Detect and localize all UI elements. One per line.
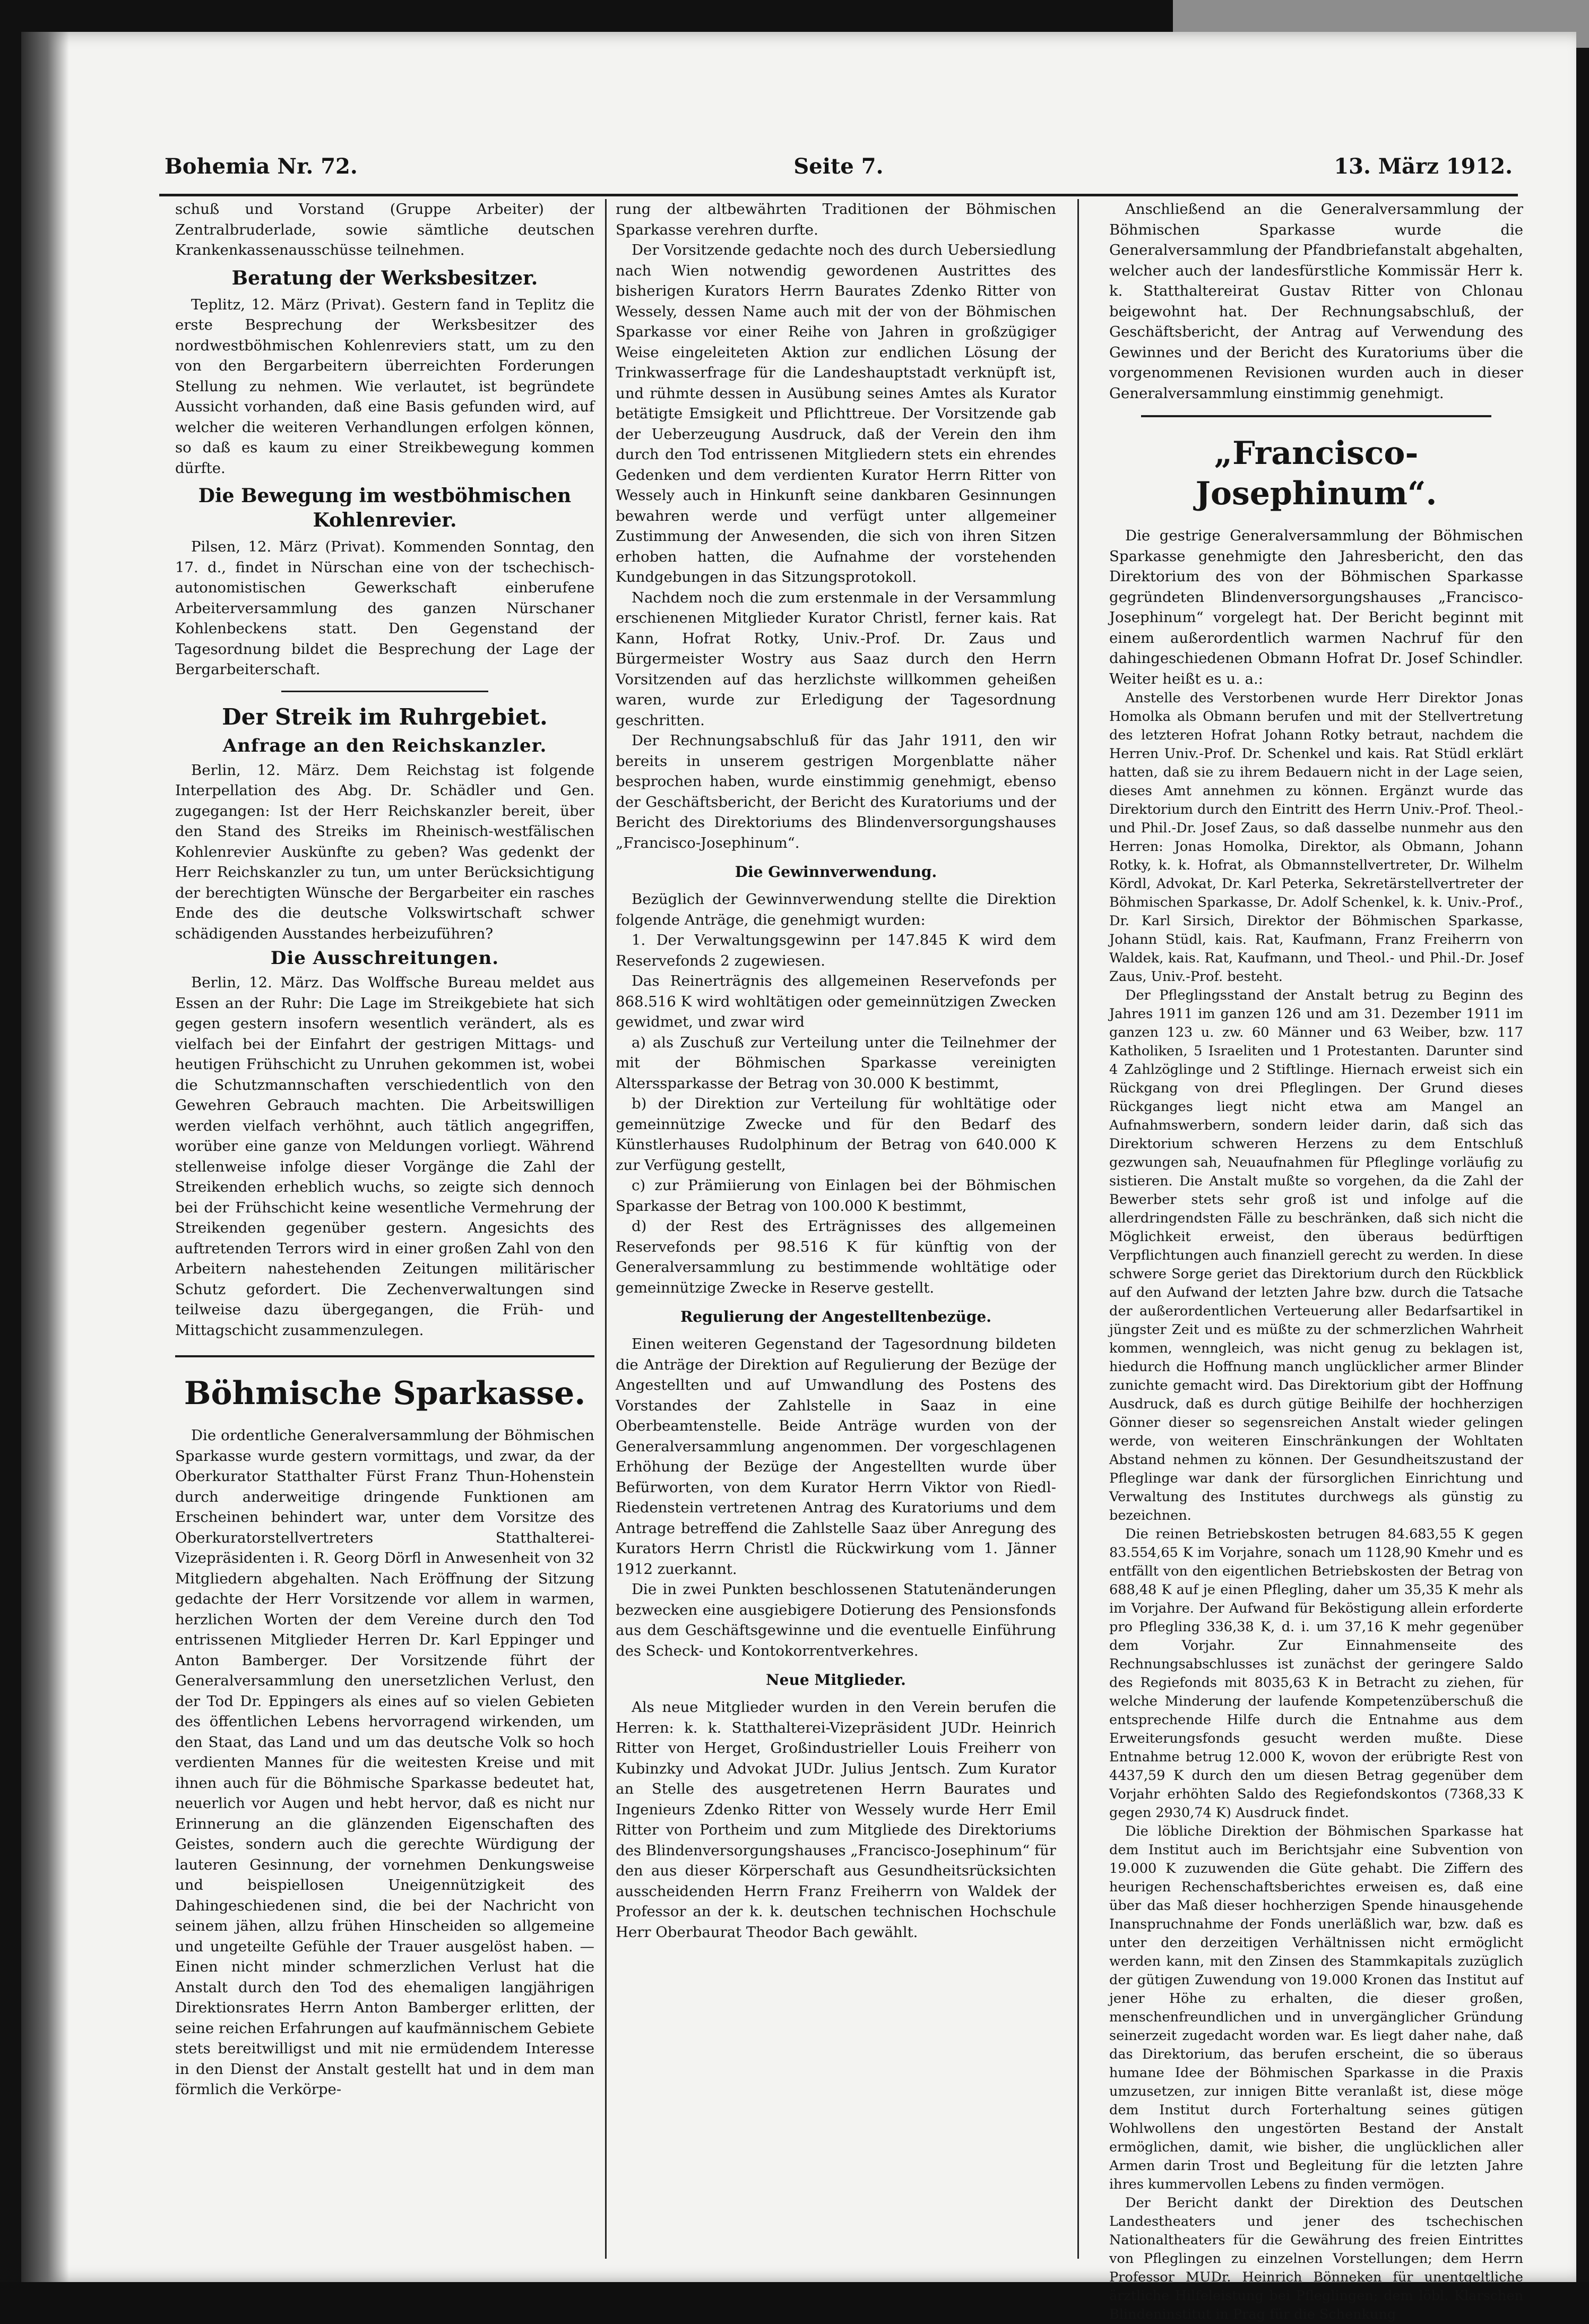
column-3 [1109,199,1523,2322]
paragraph: Bezüglich der Gewinnverwendung stellte die Direktion folgende Anträge, die genehmigt wurden: [616,891,1056,928]
paragraph: 1. Der Verwaltungsgewinn per 147.845 K wird dem Reservefonds 2 zugewiesen. [616,932,1056,969]
paragraph: Die ordentliche Generalversammlung der Böhmischen Sparkasse wurde gestern vormittags, und zwar, da der Oberkurator Statthalter Fürst Franz Thun-Hohenstein durch anderweitige dringende Funktionen am Erscheinen behindert war, unter dem Vorsitze des Oberkuratorstellvertreters Statthalterei-Vizepräsidenten i. R. Georg Dörfl in Anwesenheit von 32 Mitgliedern abgehalten. Nach Eröffnung der Sitzung gedachte der Herr Vorsitzende vor allem in warmen, herzlichen Worten der dem Vereine durch den Tod entrissenen Mitglieder Herren Dr. Karl Eppinger und Anton Bamberger. Der Vorsitzende führt der Generalversammlung den unersetzlichen Verlust, den der Tod Dr. Eppingers als eines auf so vielen Gebieten des öffentlichen Lebens hervorragend wirkenden, um den Staat, das Land und um das deutsche Volk so hoch verdienten Mannes für die weitesten Kreise und mit ihnen auch für die Böhmische Sparkasse bedeutet hat, neuerlich vor Augen und hebt hervor, daß es nicht nur Erinnerung an die glänzenden Eigenschaften des Geistes, sondern auch die gerechte Würdigung der lauteren Gesinnung, der vornehmen Denkungsweise und beispiellosen Uneigennützigkeit des Dahingeschiedenen sind, die bei der Nachricht von seinem jähen, allzu frühen Hinscheiden so allgemeine und ungeteilte Gefühle der Trauer ausgelöst haben. — Einen nicht minder schmerzlichen Verlust hat die Anstalt durch den Tod des ehemaligen langjährigen Direktionsrates Herrn Anton Bamberger erlitten, der seine reichen Erfahrungen auf kaufmännischem Gebiete stets bereitwilligst und mit nie ermüdendem Interesse in den Dienst der Anstalt gestellt hat und in dem man förmlich die Verkörpe- [175,1427,594,2098]
paragraph: Die in zwei Punkten beschlossenen Statutenänderungen bezwecken eine ausgiebigere Dotierung des Pensionsfonds aus dem Geschäftsgewinne und die eventuelle Einführung des Scheck- und Kontokorrentverkehres. [616,1581,1056,1659]
article-heading: Der Streik im Ruhrgebiet. [222,703,548,730]
paragraph: Die löbliche Direktion der Böhmischen Sparkasse hat dem Institut auch im Berichtsjahr eine Subvention von 19.000 K zuzuwenden die Güte gehabt. Die Ziffern des heurigen Rechenschaftsberichtes erweisen es, daß eine über das Maß dieser hochherzigen Spende hinausgehende Inanspruchnahme der Fonds unerläßlich war, bzw. daß es unter den derzeitigen Verhältnissen nicht ermöglicht werden kann, mit den Zinsen des Stammkapitals zuzüglich der gütigen Zuwendung von 19.000 Kronen das Institut auf jener Höhe zu erhalten, die dieser großen, menschenfreundlichen und in unvergänglicher Gründung seinerzeit zugedacht worden war. Es liegt daher nahe, daß das Direktorium, das berufen erscheint, die so überaus humane Idee der Böhmischen Sparkasse in die Praxis umzusetzen, zur innigen Bitte veranlaßt ist, diese möge dem Institut durch Forterhaltung seines gütigen Wohlwollens den ungestörten Bestand der Anstalt ermöglichen, damit, wie bisher, die unglücklichen aller Armen darin Trost und Begleitung für die letzten Jahre ihres kummervollen Lebens zu finden vermögen. [1109,1823,1523,2192]
paragraph: Berlin, 12. März. Das Wolffsche Bureau meldet aus Essen an der Ruhr: Die Lage im Streikgebiete hat sich gegen gestern insofern wesentlich verändert, als es vielfach bei der Einfahrt der gestrigen Mittags- und heutigen Frühschicht zu Unruhen gekommen ist, wobei die Schutzmannschaften verschiedentlich von den Gewehren Gebrauch machten. Die Arbeitswilligen werden vielfach verhöhnt, auch tätlich angegriffen, worüber eine ganze von Meldungen vorliegt. Während stellenweise infolge dieser Vorgänge die Zahl der Streikenden erheblich wuchs, so zeigte sich dennoch bei der Frühschicht keine wesentliche Vermehrung der Streikenden gegenüber gestern. Angesichts des auftretenden Terrors wird in einer großen Zahl von den Arbeitern nahestehenden Zeitungen militärischer Schutz gefordert. Die Zechenverwaltungen sind teilweise dazu übergegangen, die Früh- und Mittagschicht zusammenzulegen. [175,974,594,1339]
page-binding-shadow [21,32,69,2282]
article-heading: Die Bewegung im westböhmischen Kohlenrevier. [198,485,572,531]
article-heading: Beratung der Werksbesitzer. [231,266,538,289]
divider [281,691,488,692]
issue-number: Bohemia Nr. 72. [165,154,358,179]
paragraph: a) als Zuschuß zur Verteilung unter die Teilnehmer der mit der Böhmischen Sparkasse vereinigten Alterssparkasse der Betrag von 30.000 K bestimmt, [616,1034,1056,1092]
header-rule [159,194,1518,196]
paragraph: c) zur Prämiierung von Einlagen bei der Böhmischen Sparkasse der Betrag von 100.000 K bestimmt, [616,1177,1056,1215]
article-heading: „Francisco-Josephinum“. [1195,435,1437,512]
section-subheading: Regulierung der Angestelltenbezüge. [680,1308,991,1325]
page-header [165,154,1513,191]
column-rule [605,199,607,2259]
paragraph: Teplitz, 12. März (Privat). Gestern fand in Teplitz die erste Besprechung der Werksbesitzer des nordwestböhmischen Kohlenreviers statt, um zu den von den Bergarbeitern überreichten Forderungen Stellung zu nehmen. Wie verlautet, ist begründete Aussicht vorhanden, daß eine Basis gefunden wird, auf welcher die weiteren Verhandlungen erfolgen können, so daß es kaum zu einer Streikbewegung kommen dürfte. [175,296,594,477]
paragraph: Das Reinerträgnis des allgemeinen Reservefonds per 868.516 K wird wohltätigen oder gemeinnützigen Zwecken gewidmet, und zwar wird [616,972,1056,1030]
paragraph: Der Rechnungsabschluß für das Jahr 1911, den wir bereits in unserem gestrigen Morgenblatte näher besprochen haben, wurde einstimmig genehmigt, ebenso der Geschäftsbericht, der Bericht des Kuratoriums und der Bericht des Direktoriums des Blindenversorgungshauses „Francisco-Josephinum“. [616,732,1056,851]
divider [1141,415,1491,417]
paragraph: Der Pfleglingsstand der Anstalt betrug zu Beginn des Jahres 1911 im ganzen 126 und am 31. Dezember 1911 im ganzen 123 u. zw. 60 Männer und 63 Weiber, bzw. 117 Katholiken, 5 Israeliten und 1 Protestanten. Darunter sind 4 Zahlzöglinge und 2 Stiftlinge. Hiernach erweist sich ein Rückgang von drei Pfleglingen. Der Grund dieses Rückganges liegt nicht etwa am Mangel an Aufnahmswerbern, sondern leider darin, daß sich das Direktorium schweren Herzens zu dem Entschluß gezwungen sah, Neuaufnahmen für Pfleglinge vorläufig zu sistieren. Die Anstalt mußte so vorgehen, da die Zahl der Bewerber stets sehr groß ist und infolge auf die allerdringendsten Fälle zu beschränken, daß sich nicht die Möglichkeit erweist, den überaus bedürftigen Verpflichtungen auch finanziell gerecht zu werden. In diese schwere Sorge geriet das Direktorium durch den Rückblick auf den Aufwand der letzten Jahre bzw. durch die Tatsache der außerordentlichen Verteuerung aller Bedarfsartikel in jüngster Zeit und es müßte zu der schmerzlichen Wahrheit kommen, wenngleich, was nicht genug zu beklagen ist, hiedurch die Hoffnung manch unglücklicher armer Blinder zunichte gemacht wird. Das Direktorium gibt der Hoffnung Ausdruck, daß es durch gütige Beihilfe der hochherzigen Gönner dieser so segensreichen Anstalt wieder gelingen werde, von weiteren Einschränkungen der Wohltaten Abstand nehmen zu können. Der Gesundheitszustand der Pfleglinge war dank der fürsorglichen Einrichtung und Verwaltung des Institutes durchwegs als günstig zu bezeichnen. [1109,987,1523,1523]
article-subheading: Die Ausschreitungen. [270,948,499,969]
paragraph: b) der Direktion zur Verteilung für wohltätige oder gemeinnützige Zwecke und für den Bedarf des Künstlerhauses Rudolphinum der Betrag von 640.000 K zur Verfügung gestellt, [616,1095,1056,1174]
paragraph: Der Vorsitzende gedachte noch des durch Uebersiedlung nach Wien notwendig gewordenen Austrittes des bisherigen Kurators Herrn Baurates Zdenko Ritter von Wessely, dessen Name auch mit der von der Böhmischen Sparkasse vor einer Reihe von Jahren in großzügiger Weise eingeleiteten Aktion zur endlichen Lösung der Trinkwasserfrage für die Landeshauptstadt verknüpft ist, und rühmte dessen in Ausübung seines Amtes als Kurator betätigte Emsigkeit und Pflichttreue. Der Vorsitzende gab der Ueberzeugung Ausdruck, daß der Verein den ihm durch den Tod entrissenen Mitgliedern stets ein ehrendes Gedenken und dem verdienten Kurator Herrn Ritter von Wessely auch in Hinkunft seine dankbaren Gesinnungen bewahren werde und verfügt unter allgemeiner Zustimmung der Anwesenden, die sich von ihren Sitzen erhoben hatten, die Aufnahme der vorstehenden Kundgebungen in das Sitzungsprotokoll. [616,242,1056,586]
column-2 [616,199,1056,2259]
paragraph: Pilsen, 12. März (Privat). Kommenden Sonntag, den 17. d., findet in Nürschan eine von der tschechisch-autonomistischen Gewerkschaft einberufene Arbeiterversammlung des ganzen Nürschaner Kohlenbeckens statt. Den Gegenstand der Tagesordnung bildet die Besprechung der Lage der Bergarbeiterschaft. [175,538,594,678]
paragraph: Berlin, 12. März. Dem Reichstag ist folgende Interpellation des Abg. Dr. Schädler und Gen. zugegangen: Ist der Herr Reichskanzler bereit, über den Stand des Streiks im Rheinisch-westfälischen Kohlenrevier Auskünfte zu geben? Was gedenkt der Herr Reichskanzler zu tun, um unter Berücksichtigung der berechtigten Wünsche der Bergarbeiter ein rasches Ende des die deutsche Volkswirtschaft schwer schädigenden Ausstandes herbeizuführen? [175,761,594,942]
paragraph: Als neue Mitglieder wurden in den Verein berufen die Herren: k. k. Statthalterei-Vizepräsident JUDr. Heinrich Ritter von Herget, Großindustrieller Louis Freiherr von Kubinzky und Advokat JUDr. Julius Jentsch. Zum Kurator an Stelle des ausgetretenen Herrn Baurates und Ingenieurs Zdenko Ritter von Wessely wurde Herr Emil Ritter von Portheim und zum Mitgliede des Direktoriums des Blindenversorgungshauses „Francisco-Josephinum“ für den aus dieser Körperschaft aus Gesundheitsrücksichten ausscheidenden Herrn Franz Freiherrn von Waldek der Professor an der k. k. deutschen technischen Hochschule Herr Oberbaurat Theodor Bach gewählt. [616,1699,1056,1941]
paragraph: Einen weiteren Gegenstand der Tagesordnung bildeten die Anträge der Direktion auf Regulierung der Bezüge der Angestellten und auf Umwandlung des Postens des Vorstandes der Zahlstelle in Saaz in eine Oberbeamtenstelle. Beide Anträge wurden von der Generalversammlung angenommen. Der vorgeschlagenen Erhöhung der Bezüge der Angestellten wurde über Befürworten, von dem Kurator Herrn Viktor von Riedl-Riedenstein vertretenen Antrag des Kuratoriums und dem Antrage betreffend die Zahlstelle Saaz über Anregung des Kurators Herrn Christl die Rückwirkung vom 1. Jänner 1912 zuerkannt. [616,1336,1056,1578]
article-subheading: Anfrage an den Reichskanzler. [222,735,547,756]
column-1 [175,199,594,2259]
paragraph: rung der altbewährten Traditionen der Böhmischen Sparkasse verehren durfte. [616,201,1056,238]
issue-date: 13. März 1912. [1334,154,1513,179]
paragraph: Die gestrige Generalversammlung der Böhmischen Sparkasse genehmigte den Jahresbericht, den das Direktorium des von der Böhmischen Sparkasse gegründeten Blindenversorgungshauses „Francisco-Josephinum“ vorgelegt hat. Der Bericht beginnt mit einem außerordentlich warmen Nachruf für den dahingeschiedenen Obmann Hofrat Dr. Josef Schindler. Weiter heißt es u. a.: [1109,527,1523,687]
paragraph: d) der Rest des Erträgnisses des allgemeinen Reservefonds per 98.516 K für künftig von der Generalversammlung zu bestimmende wohltätige oder gemeinnützige Zwecke in Reserve gestellt. [616,1218,1056,1296]
section-subheading: Die Gewinnverwendung. [735,863,937,881]
column-rule [1077,199,1079,2259]
paragraph: Anschließend an die Generalversammlung der Böhmischen Sparkasse wurde die Generalversammlung der Pfandbriefanstalt abgehalten, welcher auch der landesfürstliche Kommissär Herr k. k. Statthaltereirat Gustav Ritter von Chlonau beigewohnt hat. Der Rechnungsabschluß, der Geschäftsbericht, der Antrag auf Verwendung des Gewinnes und der Bericht des Kuratoriums über die vorgenommenen Revisionen wurden auch in dieser Generalversammlung einstimmig genehmigt. [1109,201,1523,402]
paragraph: Nachdem noch die zum erstenmale in der Versammlung erschienenen Mitglieder Kurator Christl, ferner kais. Rat Kann, Hofrat Rotky, Univ.-Prof. Dr. Zaus und Bürgermeister Wostry aus Saaz durch den Herrn Vorsitzenden auf das herzlichste willkommen geheißen waren, wurde zur Erledigung der Tagesordnung geschritten. [616,589,1056,729]
paragraph: Die reinen Betriebskosten betrugen 84.683,55 K gegen 83.554,65 K im Vorjahre, sonach um 1128,90 Kmehr und es entfällt von den eigentlichen Betriebskosten der Betrag von 688,48 K auf je einen Pflegling, daher um 35,35 K mehr als im Vorjahre. Der Aufwand für Beköstigung allein erforderte pro Pflegling 336,38 K, d. i. um 37,16 K mehr gegenüber dem Vorjahr. Zur Einnahmenseite des Rechnungsabschlusses ist zunächst der geringere Saldo des Regiefonds mit 8035,63 K in Betracht zu ziehen, für welche Minderung der laufende Kompetenzüberschuß die entsprechende Hilfe durch die Entnahme aus dem Erweiterungsfonds gesucht werden mußte. Diese Entnahme betrug 12.000 K, wovon der erübrigte Rest von 4437,59 K durch den um diesen Betrag gegenüber dem Vorjahr erhöhten Saldo des Regiefondskontos (7368,33 K gegen 2930,74 K) Ausdruck findet. [1109,1526,1523,1821]
section-subheading: Neue Mitglieder. [766,1671,906,1689]
paragraph: Anstelle des Verstorbenen wurde Herr Direktor Jonas Homolka als Obmann berufen und mit der Stellvertretung des letzteren Hofrat Johann Rotky betraut, nachdem die Herren Univ.-Prof. Dr. Schenkel und kais. Rat Stüdl erklärt hatten, daß sie zu ihrem Bedauern nicht in der Lage seien, dieses Amt annehmen zu können. Ergänzt wurde das Direktorium durch den Eintritt des Herrn Univ.-Prof. Theol.- und Phil.-Dr. Josef Zaus, so daß dasselbe nunmehr aus den Herren: Jonas Homolka, Direktor, als Obmann, Johann Rotky, k. k. Hofrat, als Obmannstellvertreter, Dr. Wilhelm Kördl, Advokat, Dr. Karl Peterka, Sekretärstellvertreter der Böhmischen Sparkasse, Dr. Adolf Schenkel, k. k. Univ.-Prof., Dr. Karl Sirsich, Direktor der Böhmischen Sparkasse, Johann Stüdl, kais. Rat, Kaufmann, Franz Freiherrn von Waldek, kais. Rat, Kaufmann, und Theol.- und Phil.-Dr. Josef Zaus, Univ.-Prof. besteht. [1109,690,1523,985]
divider [175,1355,594,1357]
article-heading: Böhmische Sparkasse. [184,1375,586,1412]
page-number: Seite 7. [793,154,884,179]
paragraph: Der Bericht dankt der Direktion des Deutschen Landestheaters und jener des tschechischen Nationaltheaters für die Gewährung des freien Eintrittes von Pfleglingen zu einzelnen Vorstellungen; dem Herrn Professor MUDr. Heinrich Bönneken für unentgeltliche ärztliche Hilfeleistung bei Pfleglingen; dem löbl. Klarschen Blindeninstitut in Prag für die Schenkung [1109,2195,1523,2322]
paragraph: schuß und Vorstand (Gruppe Arbeiter) der Zentralbruderlade, sowie sämtliche deutschen Krankenkassenausschüsse teilnehmen. [175,201,594,259]
